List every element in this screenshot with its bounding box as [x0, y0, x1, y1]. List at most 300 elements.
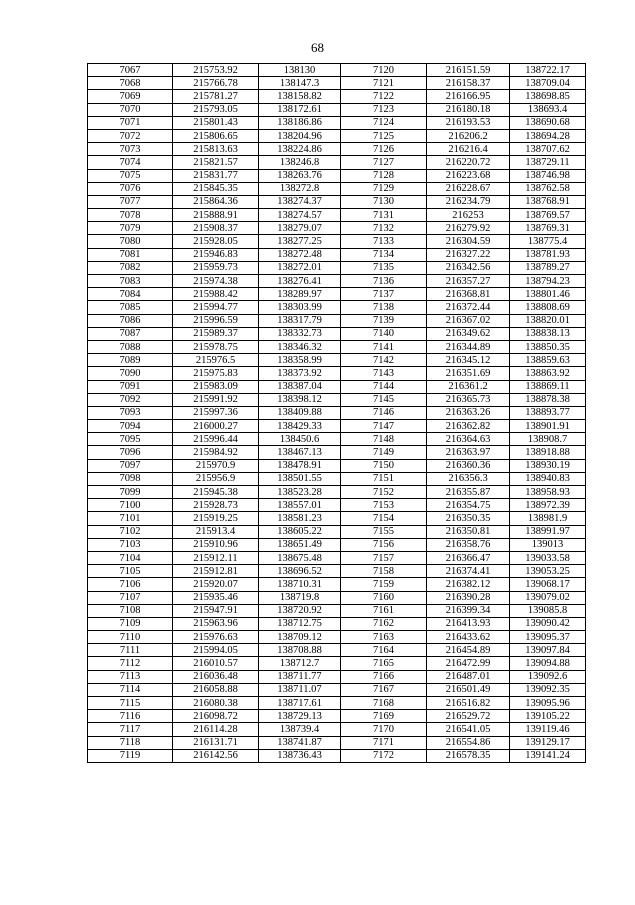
- y-coordinate-cell: 138918.88: [510, 446, 586, 459]
- x-coordinate-cell: 216529.72: [427, 710, 510, 723]
- table-row: [88, 617, 586, 630]
- point-number-cell: 7140: [341, 327, 427, 340]
- point-number-cell: 7121: [341, 77, 427, 90]
- y-coordinate-cell: 138739.4: [259, 723, 341, 736]
- x-coordinate-cell: 215956.9: [173, 472, 259, 485]
- y-coordinate-cell: 138775.4: [510, 235, 586, 248]
- point-number-cell: 7120: [341, 64, 427, 77]
- y-coordinate-cell: 139094.88: [510, 657, 586, 670]
- y-coordinate-cell: 138277.25: [259, 235, 341, 248]
- x-coordinate-cell: 215753.92: [173, 64, 259, 77]
- point-number-cell: 7072: [88, 129, 173, 142]
- point-number-cell: 7143: [341, 367, 427, 380]
- y-coordinate-cell: 138859.63: [510, 354, 586, 367]
- point-number-cell: 7167: [341, 683, 427, 696]
- y-coordinate-cell: 138276.41: [259, 275, 341, 288]
- y-coordinate-cell: 138711.07: [259, 683, 341, 696]
- x-coordinate-cell: 216206.2: [427, 129, 510, 142]
- table-row: [88, 551, 586, 564]
- table-row: [88, 314, 586, 327]
- table-row: [88, 670, 586, 683]
- x-coordinate-cell: 216131.71: [173, 736, 259, 749]
- table-row: [88, 565, 586, 578]
- x-coordinate-cell: 215766.78: [173, 77, 259, 90]
- y-coordinate-cell: 138158.82: [259, 90, 341, 103]
- point-number-cell: 7150: [341, 459, 427, 472]
- x-coordinate-cell: 215912.11: [173, 551, 259, 564]
- y-coordinate-cell: 139068.17: [510, 578, 586, 591]
- table-row: [88, 103, 586, 116]
- x-coordinate-cell: 216374.41: [427, 565, 510, 578]
- y-coordinate-cell: 138981.9: [510, 512, 586, 525]
- table-row: [88, 116, 586, 129]
- y-coordinate-cell: 138373.92: [259, 367, 341, 380]
- y-coordinate-cell: 138409.88: [259, 406, 341, 419]
- y-coordinate-cell: 138820.01: [510, 314, 586, 327]
- x-coordinate-cell: 215970.9: [173, 459, 259, 472]
- x-coordinate-cell: 215988.42: [173, 288, 259, 301]
- y-coordinate-cell: 138781.93: [510, 248, 586, 261]
- x-coordinate-cell: 215978.75: [173, 340, 259, 353]
- point-number-cell: 7088: [88, 340, 173, 353]
- x-coordinate-cell: 216158.37: [427, 77, 510, 90]
- x-coordinate-cell: 215919.25: [173, 512, 259, 525]
- table-row: [88, 129, 586, 142]
- x-coordinate-cell: 216342.56: [427, 261, 510, 274]
- x-coordinate-cell: 215994.77: [173, 301, 259, 314]
- x-coordinate-cell: 216541.05: [427, 723, 510, 736]
- y-coordinate-cell: 138709.12: [259, 631, 341, 644]
- table-row: [88, 340, 586, 353]
- y-coordinate-cell: 139053.25: [510, 565, 586, 578]
- x-coordinate-cell: 216365.73: [427, 393, 510, 406]
- y-coordinate-cell: 138729.11: [510, 156, 586, 169]
- x-coordinate-cell: 215947.91: [173, 604, 259, 617]
- x-coordinate-cell: 216220.72: [427, 156, 510, 169]
- x-coordinate-cell: 216228.67: [427, 182, 510, 195]
- point-number-cell: 7154: [341, 512, 427, 525]
- x-coordinate-cell: 215781.27: [173, 90, 259, 103]
- x-coordinate-cell: 215996.44: [173, 433, 259, 446]
- y-coordinate-cell: 138429.33: [259, 420, 341, 433]
- y-coordinate-cell: 138850.35: [510, 340, 586, 353]
- y-coordinate-cell: 139141.24: [510, 749, 586, 762]
- point-number-cell: 7147: [341, 420, 427, 433]
- point-number-cell: 7099: [88, 486, 173, 499]
- y-coordinate-cell: 138707.62: [510, 143, 586, 156]
- x-coordinate-cell: 215946.83: [173, 248, 259, 261]
- point-number-cell: 7124: [341, 116, 427, 129]
- point-number-cell: 7104: [88, 551, 173, 564]
- point-number-cell: 7152: [341, 486, 427, 499]
- point-number-cell: 7090: [88, 367, 173, 380]
- x-coordinate-cell: 216358.76: [427, 538, 510, 551]
- y-coordinate-cell: 138523.28: [259, 486, 341, 499]
- y-coordinate-cell: 139013: [510, 538, 586, 551]
- y-coordinate-cell: 138172.61: [259, 103, 341, 116]
- x-coordinate-cell: 216142.56: [173, 749, 259, 762]
- point-number-cell: 7123: [341, 103, 427, 116]
- y-coordinate-cell: 138272.48: [259, 248, 341, 261]
- x-coordinate-cell: 215910.96: [173, 538, 259, 551]
- table-row: [88, 683, 586, 696]
- x-coordinate-cell: 216554.86: [427, 736, 510, 749]
- point-number-cell: 7132: [341, 222, 427, 235]
- y-coordinate-cell: 138794.23: [510, 275, 586, 288]
- table-row: [88, 235, 586, 248]
- point-number-cell: 7091: [88, 380, 173, 393]
- y-coordinate-cell: 138722.17: [510, 64, 586, 77]
- x-coordinate-cell: 216363.26: [427, 406, 510, 419]
- y-coordinate-cell: 138729.13: [259, 710, 341, 723]
- point-number-cell: 7138: [341, 301, 427, 314]
- point-number-cell: 7169: [341, 710, 427, 723]
- x-coordinate-cell: 216223.68: [427, 169, 510, 182]
- point-number-cell: 7112: [88, 657, 173, 670]
- point-number-cell: 7085: [88, 301, 173, 314]
- x-coordinate-cell: 216368.81: [427, 288, 510, 301]
- y-coordinate-cell: 138303.99: [259, 301, 341, 314]
- table-row: [88, 90, 586, 103]
- y-coordinate-cell: 138501.55: [259, 472, 341, 485]
- table-row: [88, 657, 586, 670]
- x-coordinate-cell: 215913.4: [173, 525, 259, 538]
- y-coordinate-cell: 139095.96: [510, 697, 586, 710]
- y-coordinate-cell: 138736.43: [259, 749, 341, 762]
- table-row: [88, 433, 586, 446]
- y-coordinate-cell: 138719.8: [259, 591, 341, 604]
- y-coordinate-cell: 139129.17: [510, 736, 586, 749]
- point-number-cell: 7108: [88, 604, 173, 617]
- y-coordinate-cell: 138605.22: [259, 525, 341, 538]
- x-coordinate-cell: 216357.27: [427, 275, 510, 288]
- y-coordinate-cell: 138317.79: [259, 314, 341, 327]
- x-coordinate-cell: 216234.79: [427, 195, 510, 208]
- x-coordinate-cell: 216350.35: [427, 512, 510, 525]
- y-coordinate-cell: 138274.57: [259, 209, 341, 222]
- x-coordinate-cell: 216361.2: [427, 380, 510, 393]
- point-number-cell: 7158: [341, 565, 427, 578]
- table-row: [88, 459, 586, 472]
- point-number-cell: 7109: [88, 617, 173, 630]
- y-coordinate-cell: 138690.68: [510, 116, 586, 129]
- y-coordinate-cell: 138675.48: [259, 551, 341, 564]
- table-row: [88, 420, 586, 433]
- x-coordinate-cell: 215963.96: [173, 617, 259, 630]
- x-coordinate-cell: 215845.35: [173, 182, 259, 195]
- x-coordinate-cell: 215983.09: [173, 380, 259, 393]
- point-number-cell: 7075: [88, 169, 173, 182]
- y-coordinate-cell: 138204.96: [259, 129, 341, 142]
- point-number-cell: 7160: [341, 591, 427, 604]
- point-number-cell: 7128: [341, 169, 427, 182]
- point-number-cell: 7074: [88, 156, 173, 169]
- y-coordinate-cell: 138289.97: [259, 288, 341, 301]
- x-coordinate-cell: 216516.82: [427, 697, 510, 710]
- table-row: [88, 631, 586, 644]
- point-number-cell: 7071: [88, 116, 173, 129]
- point-number-cell: 7134: [341, 248, 427, 261]
- point-number-cell: 7168: [341, 697, 427, 710]
- point-number-cell: 7141: [341, 340, 427, 353]
- table-row: [88, 169, 586, 182]
- y-coordinate-cell: 138768.91: [510, 195, 586, 208]
- y-coordinate-cell: 138147.3: [259, 77, 341, 90]
- x-coordinate-cell: 216382.12: [427, 578, 510, 591]
- x-coordinate-cell: 216000.27: [173, 420, 259, 433]
- x-coordinate-cell: 216367.02: [427, 314, 510, 327]
- x-coordinate-cell: 216327.22: [427, 248, 510, 261]
- x-coordinate-cell: 215821.57: [173, 156, 259, 169]
- point-number-cell: 7097: [88, 459, 173, 472]
- x-coordinate-cell: 216487.01: [427, 670, 510, 683]
- y-coordinate-cell: 138712.75: [259, 617, 341, 630]
- x-coordinate-cell: 215806.65: [173, 129, 259, 142]
- table-row: [88, 156, 586, 169]
- table-row: [88, 261, 586, 274]
- table-row: [88, 195, 586, 208]
- y-coordinate-cell: 138693.4: [510, 103, 586, 116]
- table-row: [88, 446, 586, 459]
- point-number-cell: 7092: [88, 393, 173, 406]
- y-coordinate-cell: 138762.58: [510, 182, 586, 195]
- y-coordinate-cell: 138717.61: [259, 697, 341, 710]
- point-number-cell: 7157: [341, 551, 427, 564]
- point-number-cell: 7135: [341, 261, 427, 274]
- x-coordinate-cell: 215997.36: [173, 406, 259, 419]
- table-row: [88, 182, 586, 195]
- x-coordinate-cell: 216345.12: [427, 354, 510, 367]
- point-number-cell: 7079: [88, 222, 173, 235]
- x-coordinate-cell: 216454.89: [427, 644, 510, 657]
- page-number: 68: [311, 40, 324, 55]
- table-row: [88, 393, 586, 406]
- x-coordinate-cell: 215975.83: [173, 367, 259, 380]
- y-coordinate-cell: 138789.27: [510, 261, 586, 274]
- point-number-cell: 7106: [88, 578, 173, 591]
- x-coordinate-cell: 216253: [427, 209, 510, 222]
- table-row: [88, 736, 586, 749]
- x-coordinate-cell: 216349.62: [427, 327, 510, 340]
- y-coordinate-cell: 138769.31: [510, 222, 586, 235]
- x-coordinate-cell: 216058.88: [173, 683, 259, 696]
- point-number-cell: 7131: [341, 209, 427, 222]
- table-row: [88, 64, 586, 77]
- x-coordinate-cell: 216351.69: [427, 367, 510, 380]
- table-row: [88, 367, 586, 380]
- point-number-cell: 7081: [88, 248, 173, 261]
- x-coordinate-cell: 216344.89: [427, 340, 510, 353]
- x-coordinate-cell: 215974.38: [173, 275, 259, 288]
- point-number-cell: 7151: [341, 472, 427, 485]
- point-number-cell: 7067: [88, 64, 173, 77]
- table-row: [88, 275, 586, 288]
- point-number-cell: 7144: [341, 380, 427, 393]
- point-number-cell: 7126: [341, 143, 427, 156]
- point-number-cell: 7142: [341, 354, 427, 367]
- y-coordinate-cell: 138246.8: [259, 156, 341, 169]
- point-number-cell: 7078: [88, 209, 173, 222]
- x-coordinate-cell: 216166.95: [427, 90, 510, 103]
- table-row: [88, 248, 586, 261]
- x-coordinate-cell: 216151.59: [427, 64, 510, 77]
- point-number-cell: 7096: [88, 446, 173, 459]
- point-number-cell: 7136: [341, 275, 427, 288]
- point-number-cell: 7127: [341, 156, 427, 169]
- table-row: [88, 644, 586, 657]
- point-number-cell: 7125: [341, 129, 427, 142]
- table-row: [88, 406, 586, 419]
- y-coordinate-cell: 138467.13: [259, 446, 341, 459]
- point-number-cell: 7145: [341, 393, 427, 406]
- y-coordinate-cell: 138581.23: [259, 512, 341, 525]
- point-number-cell: 7153: [341, 499, 427, 512]
- y-coordinate-cell: 139097.84: [510, 644, 586, 657]
- y-coordinate-cell: 138478.91: [259, 459, 341, 472]
- table-row: [88, 380, 586, 393]
- point-number-cell: 7068: [88, 77, 173, 90]
- point-number-cell: 7105: [88, 565, 173, 578]
- y-coordinate-cell: 138698.85: [510, 90, 586, 103]
- y-coordinate-cell: 138908.7: [510, 433, 586, 446]
- point-number-cell: 7170: [341, 723, 427, 736]
- x-coordinate-cell: 216578.35: [427, 749, 510, 762]
- x-coordinate-cell: 215920.07: [173, 578, 259, 591]
- table-row: [88, 222, 586, 235]
- table-row: [88, 710, 586, 723]
- point-number-cell: 7119: [88, 749, 173, 762]
- point-number-cell: 7164: [341, 644, 427, 657]
- point-number-cell: 7115: [88, 697, 173, 710]
- point-number-cell: 7149: [341, 446, 427, 459]
- table-row: [88, 723, 586, 736]
- x-coordinate-cell: 215912.81: [173, 565, 259, 578]
- table-row: [88, 288, 586, 301]
- point-number-cell: 7117: [88, 723, 173, 736]
- point-number-cell: 7093: [88, 406, 173, 419]
- x-coordinate-cell: 216193.53: [427, 116, 510, 129]
- table-row: [88, 525, 586, 538]
- point-number-cell: 7076: [88, 182, 173, 195]
- x-coordinate-cell: 216363.97: [427, 446, 510, 459]
- point-number-cell: 7070: [88, 103, 173, 116]
- y-coordinate-cell: 138930.19: [510, 459, 586, 472]
- y-coordinate-cell: 138557.01: [259, 499, 341, 512]
- x-coordinate-cell: 216036.48: [173, 670, 259, 683]
- point-number-cell: 7148: [341, 433, 427, 446]
- x-coordinate-cell: 215928.05: [173, 235, 259, 248]
- x-coordinate-cell: 215813.63: [173, 143, 259, 156]
- y-coordinate-cell: 138893.77: [510, 406, 586, 419]
- point-number-cell: 7102: [88, 525, 173, 538]
- point-number-cell: 7133: [341, 235, 427, 248]
- y-coordinate-cell: 138346.32: [259, 340, 341, 353]
- x-coordinate-cell: 216216.4: [427, 143, 510, 156]
- x-coordinate-cell: 216433.62: [427, 631, 510, 644]
- table-row: [88, 209, 586, 222]
- table-row: [88, 697, 586, 710]
- y-coordinate-cell: 139033.58: [510, 551, 586, 564]
- point-number-cell: 7116: [88, 710, 173, 723]
- y-coordinate-cell: 138710.31: [259, 578, 341, 591]
- point-number-cell: 7111: [88, 644, 173, 657]
- y-coordinate-cell: 138769.57: [510, 209, 586, 222]
- x-coordinate-cell: 216180.18: [427, 103, 510, 116]
- point-number-cell: 7082: [88, 261, 173, 274]
- x-coordinate-cell: 216362.82: [427, 420, 510, 433]
- coordinates-table-body: [88, 64, 586, 763]
- table-row: [88, 486, 586, 499]
- y-coordinate-cell: 139079.02: [510, 591, 586, 604]
- point-number-cell: 7166: [341, 670, 427, 683]
- point-number-cell: 7094: [88, 420, 173, 433]
- point-number-cell: 7101: [88, 512, 173, 525]
- y-coordinate-cell: 138332.73: [259, 327, 341, 340]
- y-coordinate-cell: 138186.86: [259, 116, 341, 129]
- x-coordinate-cell: 216364.63: [427, 433, 510, 446]
- y-coordinate-cell: 139090.42: [510, 617, 586, 630]
- point-number-cell: 7095: [88, 433, 173, 446]
- x-coordinate-cell: 215908.37: [173, 222, 259, 235]
- y-coordinate-cell: 139095.37: [510, 631, 586, 644]
- y-coordinate-cell: 138708.88: [259, 644, 341, 657]
- x-coordinate-cell: 216356.3: [427, 472, 510, 485]
- y-coordinate-cell: 138838.13: [510, 327, 586, 340]
- point-number-cell: 7165: [341, 657, 427, 670]
- x-coordinate-cell: 215945.38: [173, 486, 259, 499]
- x-coordinate-cell: 215976.5: [173, 354, 259, 367]
- x-coordinate-cell: 215984.92: [173, 446, 259, 459]
- point-number-cell: 7073: [88, 143, 173, 156]
- point-number-cell: 7089: [88, 354, 173, 367]
- x-coordinate-cell: 215928.73: [173, 499, 259, 512]
- point-number-cell: 7161: [341, 604, 427, 617]
- y-coordinate-cell: 138712.7: [259, 657, 341, 670]
- x-coordinate-cell: 215994.05: [173, 644, 259, 657]
- point-number-cell: 7107: [88, 591, 173, 604]
- table-row: [88, 472, 586, 485]
- point-number-cell: 7129: [341, 182, 427, 195]
- point-number-cell: 7130: [341, 195, 427, 208]
- y-coordinate-cell: 138130: [259, 64, 341, 77]
- point-number-cell: 7113: [88, 670, 173, 683]
- y-coordinate-cell: 138720.92: [259, 604, 341, 617]
- x-coordinate-cell: 216098.72: [173, 710, 259, 723]
- x-coordinate-cell: 215864.36: [173, 195, 259, 208]
- point-number-cell: 7172: [341, 749, 427, 762]
- x-coordinate-cell: 216354.75: [427, 499, 510, 512]
- x-coordinate-cell: 215991.92: [173, 393, 259, 406]
- x-coordinate-cell: 216390.28: [427, 591, 510, 604]
- point-number-cell: 7159: [341, 578, 427, 591]
- y-coordinate-cell: 138863.92: [510, 367, 586, 380]
- point-number-cell: 7114: [88, 683, 173, 696]
- x-coordinate-cell: 216010.57: [173, 657, 259, 670]
- y-coordinate-cell: 138801.46: [510, 288, 586, 301]
- x-coordinate-cell: 215976.63: [173, 631, 259, 644]
- point-number-cell: 7086: [88, 314, 173, 327]
- y-coordinate-cell: 138358.99: [259, 354, 341, 367]
- point-number-cell: 7162: [341, 617, 427, 630]
- table-row: [88, 604, 586, 617]
- point-number-cell: 7100: [88, 499, 173, 512]
- table-row: [88, 499, 586, 512]
- point-number-cell: 7171: [341, 736, 427, 749]
- table-row: [88, 77, 586, 90]
- point-number-cell: 7083: [88, 275, 173, 288]
- y-coordinate-cell: 138709.04: [510, 77, 586, 90]
- point-number-cell: 7139: [341, 314, 427, 327]
